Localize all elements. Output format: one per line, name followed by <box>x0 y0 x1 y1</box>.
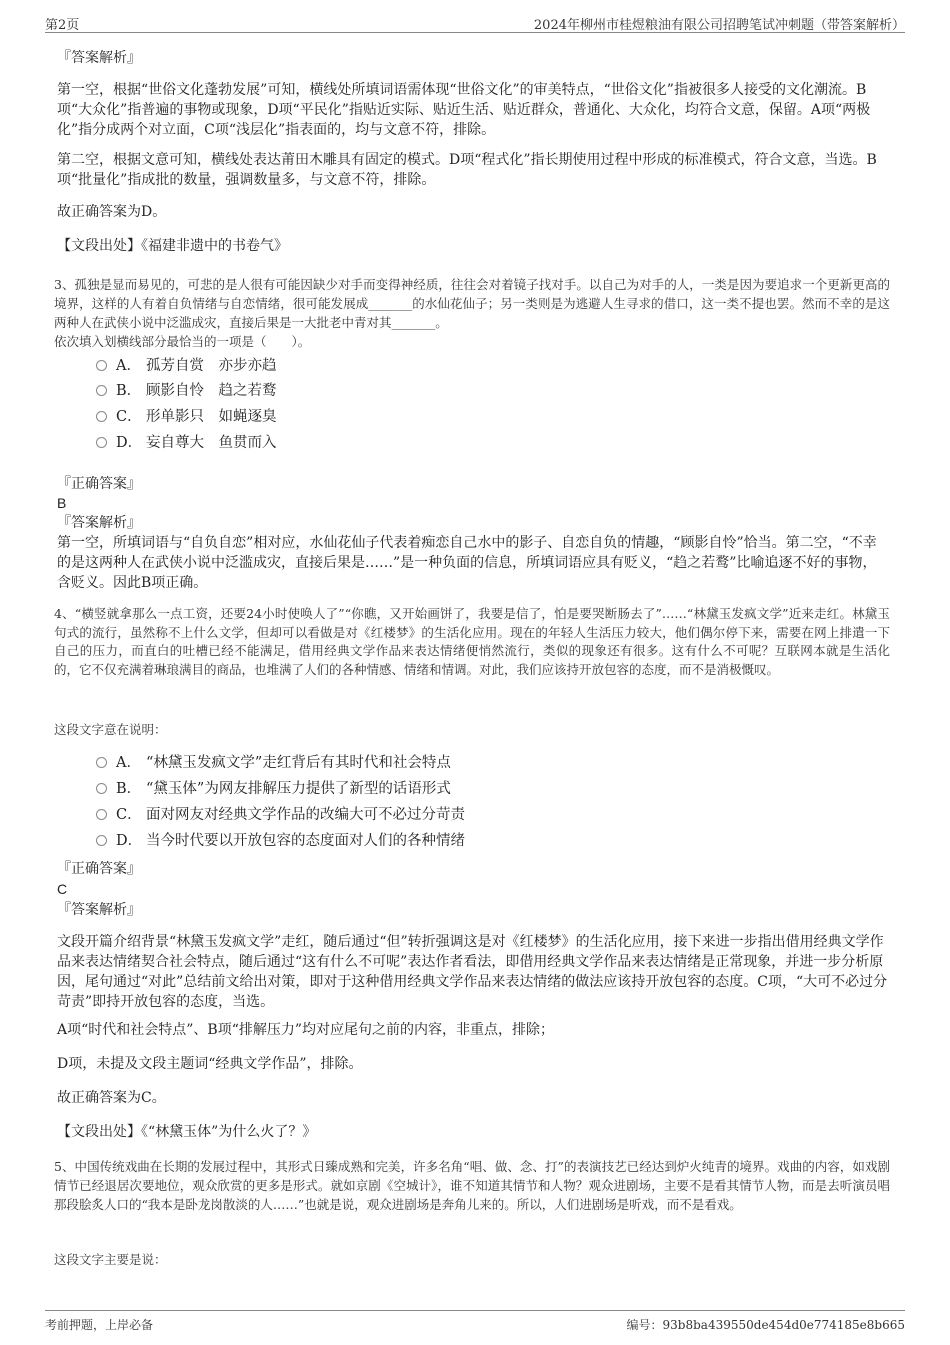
q3-answer: B <box>57 495 67 511</box>
radio-icon[interactable] <box>96 437 107 448</box>
q3-stem: 3、孤独是显而易见的，可悲的是人很有可能因缺少对手而变得神经质，往往会对着镜子找对手。以自己为对手的人，一类是因为要追求一个更新更高的境界，这样的人有着自负情绪与自恋情绪，很可能发展成_______的水仙花仙子；另一类则是为逃避人生寻求的借口，这一类不提也罢。然而不幸的是这两种人在武侠小说中泛滥成灾，直接后果是一大批老中青对其_______。 <box>54 277 890 330</box>
document-id: 编号：93b8ba439550de454d0e774185e8b665 <box>626 1318 905 1332</box>
document-title: 2024年柳州市桂煜粮油有限公司招聘笔试冲刺题（带答案解析） <box>533 18 905 33</box>
page-header <box>45 12 905 33</box>
q2-source: 【文段出处】《福建非遗中的书卷气》 <box>57 238 288 254</box>
q2-analysis-para1: 第一空，根据“世俗文化蓬勃发展”可知，横线处所填词语需体现“世俗文化”的审美特点，“世俗文化”指被很多人接受的文化潮流。B项“大众化”指普遍的事物或现象，D项“平民化”指贴近实际、贴近生活、贴近群众，普通化、大众化，均符合文意，保留。A项“两极化”指分成两个对立面，C项“浅层化”指表面的，均与文意不符，排除。 <box>57 82 871 138</box>
q5-ask: 这段文字主要是说： <box>54 1252 167 1267</box>
q3-option-c[interactable]: C． 形单影只 如蝇逐臭 <box>96 407 277 427</box>
q2-analysis-para2: 第二空，根据文意可知，横线处表达莆田木雕具有固定的模式。D项“程式化”指长期使用过程中形成的标准模式，符合文意，当选。B项“批量化”指成批的数量，强调数量多，与文意不符，排除。 <box>57 152 877 188</box>
radio-icon[interactable] <box>96 783 107 794</box>
q2-analysis-label: 『答案解析』 <box>57 50 141 66</box>
q4-stem: 4、“横竖就拿那么一点工资，还要24小时使唤人了”“你瞧，又开始画饼了，我要是信了，怕是要哭断肠去了”……“林黛玉发疯文学”近来走红。林黛玉句式的流行，虽然称不上什么文学，但却可以看做是对《红楼梦》的生活化应用。现在的年轻人生活压力较大，他们偶尔停下来，需要在网上排遣一下自己的压力，而直白的吐槽已经不能满足，借用经典文学作品来表达情绪便悄然流行，类似的现象还有很多。这有什么不可呢？互联网本就是生活化的，它不仅充满着琳琅满目的商品，也堆满了人们的各种情感、情绪和情调。对此，我们应该持开放包容的态度，而不是消极慨叹。 <box>54 606 890 677</box>
radio-icon[interactable] <box>96 835 107 846</box>
q4-source: 【文段出处】《“林黛玉体”为什么火了？》 <box>57 1124 317 1140</box>
q4-analysis-para3: D项，未提及文段主题词“经典文学作品”，排除。 <box>57 1056 363 1072</box>
q3-ask: 依次填入划横线部分最恰当的一项是（ ）。 <box>54 334 311 349</box>
q3-option-a[interactable]: A． 孤芳自赏 亦步亦趋 <box>96 356 277 376</box>
q4-option-a[interactable]: A． “林黛玉发疯文学”走红背后有其时代和社会特点 <box>96 753 451 773</box>
q3-analysis: 第一空，所填词语与“自负自恋”相对应，水仙花仙子代表着痴恋自己水中的影子、自恋自负的情趣，“顾影自怜”恰当。第二空，“不幸的是这两种人在武侠小说中泛滥成灾，直接后果是……”是一种负面的信息，所填词语应具有贬义，“趋之若鹜”比喻追逐不好的事物，含贬义。因此B项正确。 <box>57 535 877 591</box>
page-number: 第2页 <box>45 18 80 33</box>
q4-analysis-label: 『答案解析』 <box>57 902 141 918</box>
q3-option-b[interactable]: B． 顾影自怜 趋之若鹜 <box>96 381 277 401</box>
radio-icon[interactable] <box>96 360 107 371</box>
radio-icon[interactable] <box>96 757 107 768</box>
q3-option-d[interactable]: D． 妄自尊大 鱼贯而入 <box>96 433 277 453</box>
q4-answer: C <box>57 881 68 897</box>
page-footer <box>45 1310 905 1333</box>
q4-option-c[interactable]: C． 面对网友对经典文学作品的改编大可不必过分苛责 <box>96 805 465 825</box>
q3-answer-label: 『正确答案』 <box>57 476 141 492</box>
q4-analysis-para1: 文段开篇介绍背景“林黛玉发疯文学”走红，随后通过“但”转折强调这是对《红楼梦》的生活化应用，接下来进一步指出借用经典文学作品来表达情绪契合社会特点，随后通过“这有什么不可呢”表达作者看法，即借用经典文学作品来表达情绪是正常现象，并进一步分析原因，尾句通过“对此”总结前文给出对策，即对于这种借用经典文学作品来表达情绪的做法应该持开放包容的态度。C项，“大可不必过分苛责”即持开放包容的态度，当选。 <box>57 934 888 1010</box>
q4-ask: 这段文字意在说明： <box>54 722 167 737</box>
q5-stem: 5、中国传统戏曲在长期的发展过程中，其形式日臻成熟和完美，许多名角“唱、做、念、打”的表演技艺已经达到炉火纯青的境界。戏曲的内容，如戏剧情节已经退居次要地位，观众欣赏的更多是形式。就如京剧《空城计》，谁不知道其情节和人物？观众进剧场，主要不是看其情节人物，而是去听演员唱那段脍炙人口的“我本是卧龙岗散淡的人……”也就是说，观众进剧场是奔角儿来的。所以，人们进剧场是听戏，而不是看戏。 <box>54 1159 890 1212</box>
footer-slogan: 考前押题，上岸必备 <box>45 1318 154 1332</box>
q4-option-b[interactable]: B． “黛玉体”为网友排解压力提供了新型的话语形式 <box>96 779 451 799</box>
radio-icon[interactable] <box>96 809 107 820</box>
q4-option-d[interactable]: D． 当今时代要以开放包容的态度面对人们的各种情绪 <box>96 831 465 851</box>
radio-icon[interactable] <box>96 385 107 396</box>
q4-answer-label: 『正确答案』 <box>57 861 141 877</box>
radio-icon[interactable] <box>96 411 107 422</box>
q4-analysis-para2: A项“时代和社会特点”、B项“排解压力”均对应尾句之前的内容，非重点，排除； <box>57 1022 555 1038</box>
q3-analysis-label: 『答案解析』 <box>57 515 141 531</box>
q2-conclusion: 故正确答案为D。 <box>57 204 167 220</box>
q4-conclusion: 故正确答案为C。 <box>57 1090 166 1106</box>
